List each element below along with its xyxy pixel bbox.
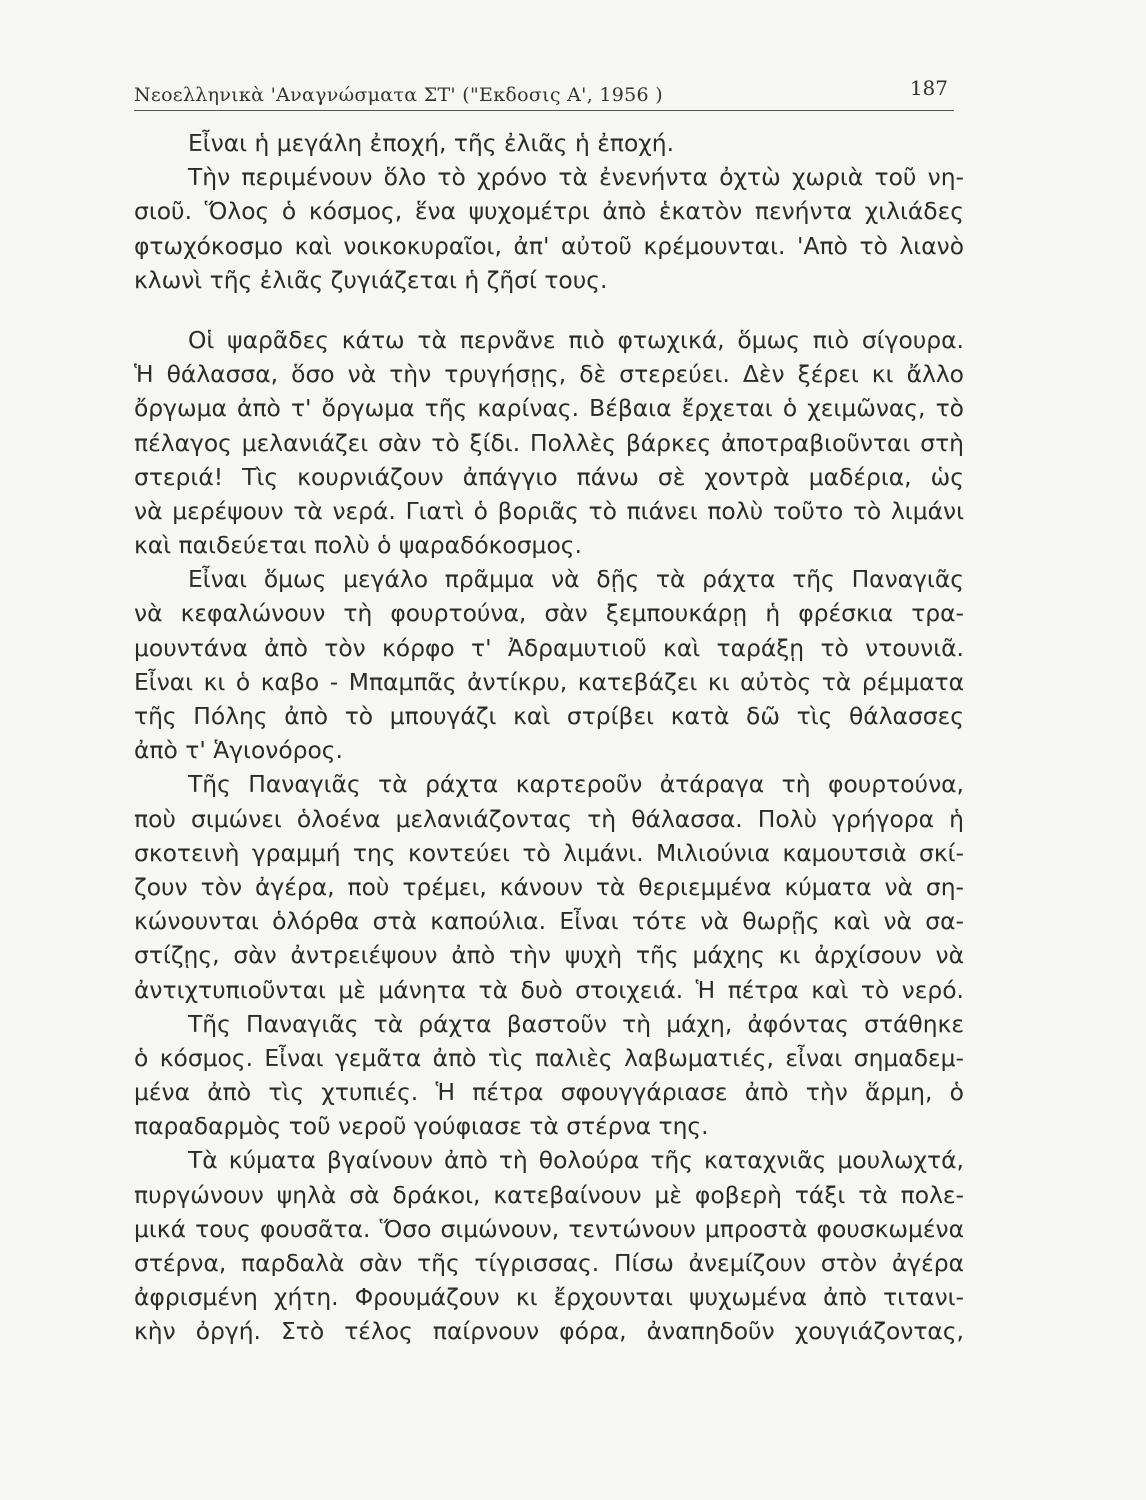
- text-line: σιοῦ. Ὅλος ὁ κόσμος, ἕνα ψυχομέτρι ἀπὸ ἑκατὸν πενήντα χιλιάδες: [134, 197, 964, 226]
- text-line: ὄργωμα ἀπὸ τ' ὄργωμα τῆς καρίνας. Βέβαια ἔρχεται ὁ χειμῶνας, τὸ: [134, 394, 964, 423]
- text-line: Τὰ κύματα βγαίνουν ἀπὸ τὴ θολούρα τῆς καταχνιᾶς μουλωχτά,: [188, 1146, 964, 1175]
- paragraph: [134, 767, 964, 1006]
- text-line: καὶ παιδεύεται πολὺ ὁ ψαραδόκοσμος.: [134, 531, 582, 560]
- text-line: ὁ κόσμος. Εἶναι γεμᾶτα ἀπὸ τὶς παλιὲς λαβωματιές, εἶναι σημαδεμ-: [134, 1043, 964, 1072]
- running-title: Νεοελληνικὰ 'Αναγνώσματα ΣΤ' ("Εκδοσις Α', 1956 ): [134, 84, 663, 106]
- text-line: στέρνα, παρδαλὰ σὰν τῆς τίγρισσας. Πίσω ἀνεμίζουν στὸν ἀγέρα: [134, 1249, 964, 1277]
- body-text: [134, 126, 964, 1349]
- text-line: Εἶναι κι ὁ καβο - Μπαμπᾶς ἀντίκρυ, κατεβάζει κι αὐτὸς τὰ ρέμματα: [134, 667, 964, 696]
- running-header: [134, 70, 954, 111]
- text-line: Εἶναι ὅμως μεγάλο πρᾶμμα νὰ δῇς τὰ ράχτα τῆς Παναγιᾶς: [188, 565, 964, 594]
- text-line: ζουν τὸν ἀγέρα, ποὺ τρέμει, κάνουν τὰ θεριεμμένα κύματα νὰ ση-: [134, 872, 964, 901]
- text-line: μένα ἀπὸ τὶς χτυπιές. Ἡ πέτρα σφουγγάριασε ἀπὸ τὴν ἅρμη, ὁ: [134, 1078, 964, 1107]
- text-line: ἀντιχτυπιοῦνται μὲ μάνητα τὰ δυὸ στοιχειά. Ἡ πέτρα καὶ τὸ νερό.: [134, 975, 964, 1004]
- text-line: πυργώνουν ψηλὰ σὰ δράκοι, κατεβαίνουν μὲ φοβερὴ τάξι τὰ πολε-: [134, 1180, 964, 1209]
- text-line: ποὺ σιμώνει ὁλοένα μελανιάζοντας τὴ θάλασσα. Πολὺ γρήγορα ἡ: [134, 804, 964, 833]
- text-line: Εἶναι ἡ μεγάλη ἐποχή, τῆς ἐλιᾶς ἡ ἐποχή.: [188, 129, 675, 157]
- text-line: φτωχόκοσμο καὶ νοικοκυραῖοι, ἀπ' αὐτοῦ κρέμουνται. 'Απὸ τὸ λιανὸ: [134, 231, 964, 260]
- text-line: πέλαγος μελανιάζει σὰν τὸ ξίδι. Πολλὲς βάρκες ἀποτραβιοῦνται στὴ: [134, 428, 964, 457]
- text-line: Τῆς Παναγιᾶς τὰ ράχτα καρτεροῦν ἀτάραγα τὴ φουρτούνα,: [188, 770, 964, 799]
- paragraph-gap: [134, 297, 964, 323]
- text-line: νὰ κεφαλώνουν τὴ φουρτούνα, σὰν ξεμπουκάρῃ ἡ φρέσκια τρα-: [134, 599, 964, 628]
- text-line: Ἡ θάλασσα, ὅσο νὰ τὴν τρυγήσῃς, δὲ στερεύει. Δὲν ξέρει κι ἄλλο: [134, 360, 964, 389]
- paragraph: [134, 1007, 964, 1144]
- paragraph: [134, 323, 964, 562]
- text-line: ἀφρισμένη χήτη. Φρουμάζουν κι ἔρχουνται ψυχωμένα ἀπὸ τιτανι-: [134, 1283, 964, 1312]
- paragraph: [134, 126, 964, 297]
- paragraph: [134, 562, 964, 767]
- text-line: Τῆς Παναγιᾶς τὰ ράχτα βαστοῦν τὴ μάχη, ἀφόντας στάθηκε: [188, 1009, 964, 1038]
- text-line: παραδαρμὸς τοῦ νεροῦ γούφιασε τὰ στέρνα της.: [134, 1112, 709, 1141]
- text-line: κὴν ὀργή. Στὸ τέλος παίρνουν φόρα, ἀναπηδοῦν χουγιάζοντας,: [134, 1317, 964, 1346]
- text-line: στίζῃς, σὰν ἀντρειέψουν ἀπὸ τὴν ψυχὴ τῆς μάχης κι ἀρχίσουν νὰ: [134, 941, 964, 970]
- text-line: μικά τους φουσᾶτα. Ὅσο σιμώνουν, τεντώνουν μπροστὰ φουσκωμένα: [134, 1214, 964, 1243]
- text-line: κώνουνται ὁλόρθα στὰ καπούλια. Εἶναι τότε νὰ θωρῇς καὶ νὰ σα-: [134, 907, 964, 936]
- text-line: ἀπὸ τ' Ἁγιονόρος.: [134, 736, 343, 765]
- text-line: Τὴν περιμένουν ὅλο τὸ χρόνο τὰ ἐνενήντα ὀχτὼ χωριὰ τοῦ νη-: [188, 163, 964, 192]
- text-line: τῆς Πόλης ἀπὸ τὸ μπουγάζι καὶ στρίβει κατὰ δῶ τὶς θάλασσες: [134, 702, 964, 730]
- text-line: σκοτεινὴ γραμμή της κοντεύει τὸ λιμάνι. Μιλιούνια καμουτσιὰ σκί-: [134, 838, 964, 867]
- text-line: κλωνὶ τῆς ἐλιᾶς ζυγιάζεται ἡ ζῆσί τους.: [134, 265, 608, 294]
- page-number: 187: [909, 76, 948, 100]
- text-line: νὰ μερέψουν τὰ νερά. Γιατὶ ὁ βοριᾶς τὸ πιάνει πολὺ τοῦτο τὸ λιμάνι: [134, 496, 964, 525]
- text-line: μουντάνα ἀπὸ τὸν κόρφο τ' Ἀδραμυτιοῦ καὶ ταράξῃ τὸ ντουνιᾶ.: [134, 633, 964, 662]
- text-line: στεριά! Τὶς κουρνιάζουν ἀπάγγιο πάνω σὲ χοντρὰ μαδέρια, ὡς: [134, 462, 964, 491]
- paragraph: [134, 1143, 964, 1348]
- text-line: Οἱ ψαρᾶδες κάτω τὰ περνᾶνε πιὸ φτωχικά, ὅμως πιὸ σίγουρα.: [188, 325, 964, 354]
